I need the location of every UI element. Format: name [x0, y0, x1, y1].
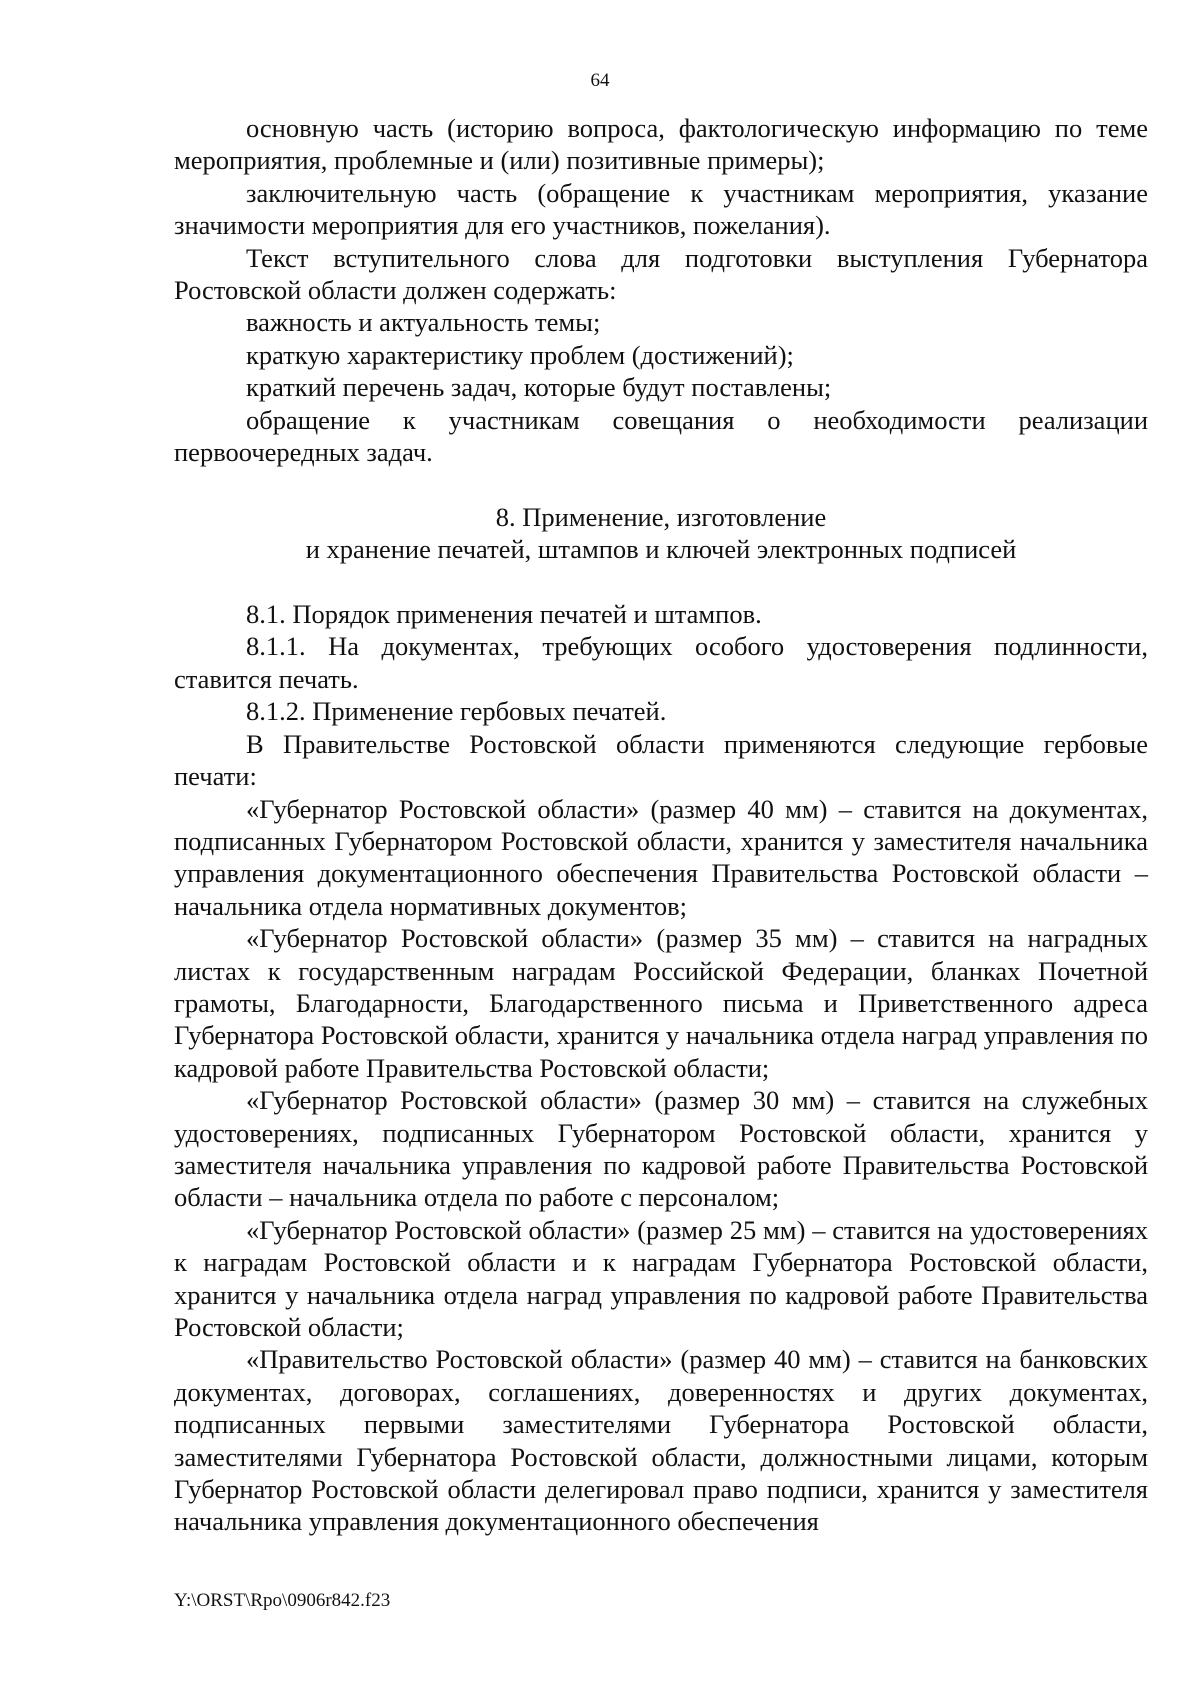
page-number: 64	[590, 70, 610, 91]
section-paragraph: «Губернатор Ростовской области» (размер 40 мм) – ставится на документах, подписанных Губернатором Ростовской области, хранится у заместителя начальника управления документационного обеспечения Правительства Ростовской области – начальника отдела нормативных документов;	[174, 793, 1148, 921]
section-paragraph: 8.1.1. На документах, требующих особого удостоверения подлинности, ставится печать.	[174, 631, 1148, 694]
paragraph: важность и актуальность темы;	[246, 307, 601, 338]
section-paragraph: 8.1.2. Применение гербовых печатей.	[246, 696, 667, 727]
document-body	[174, 112, 1148, 1538]
paragraph: краткий перечень задач, которые будут поставлены;	[246, 372, 832, 403]
section-paragraph: «Правительство Ростовской области» (размер 40 мм) – ставится на банковских документах, договорах, соглашениях, доверенностях и других документах, подписанных первыми заместителями Губернатора Ростовской области, заместителями Губернатора Ростовской области, должностными лицами, которым Губернатор Ростовской области делегировал право подписи, хранится у заместителя начальника управления документационного обеспечения	[174, 1344, 1148, 1537]
section-paragraph: «Губернатор Ростовской области» (размер 25 мм) – ставится на удостоверениях к наградам Ростовской области и к наградам Губернатора Ростовской области, хранится у начальника отдела наград управления по кадровой работе Правительства Ростовской области;	[174, 1214, 1148, 1342]
paragraph: основную часть (историю вопроса, фактологическую информацию по теме мероприятия, проблемные и (или) позитивные примеры);	[174, 113, 1148, 176]
section-heading-line-1: 8. Применение, изготовление	[495, 501, 827, 532]
section-paragraph: «Губернатор Ростовской области» (размер 35 мм) – ставится на наградных листах к государственным наградам Российской Федерации, бланках Почетной грамоты, Благодарности, Благодарственного письма и Приветственного адреса Губернатора Ростовской области, хранится у начальника отдела наград управления по кадровой работе Правительства Ростовской области;	[174, 923, 1148, 1083]
paragraph: Текст вступительного слова для подготовки выступления Губернатора Ростовской области должен содержать:	[174, 242, 1148, 306]
paragraph: заключительную часть (обращение к участникам мероприятия, указание значимости мероприятия для его участников, пожелания).	[174, 177, 1148, 241]
section-paragraph: В Правительстве Ростовской области применяются следующие гербовые печати:	[174, 728, 1148, 792]
file-path-footer: Y:\ORST\Rpo\0906r842.f23	[174, 1590, 391, 1611]
section-paragraph: 8.1. Порядок применения печатей и штампов.	[246, 599, 762, 630]
section-paragraph: «Губернатор Ростовской области» (размер 30 мм) – ставится на служебных удостоверениях, подписанных Губернатором Ростовской области, хранится у заместителя начальника управления по кадровой работе Правительства Ростовской области – начальника отдела по работе с персоналом;	[174, 1085, 1148, 1213]
section-heading-line-2: и хранение печатей, штампов и ключей электронных подписей	[305, 534, 1017, 565]
paragraph: краткую характеристику проблем (достижений);	[246, 339, 794, 370]
paragraph: обращение к участникам совещания о необходимости реализации первоочередных задач.	[174, 404, 1148, 468]
